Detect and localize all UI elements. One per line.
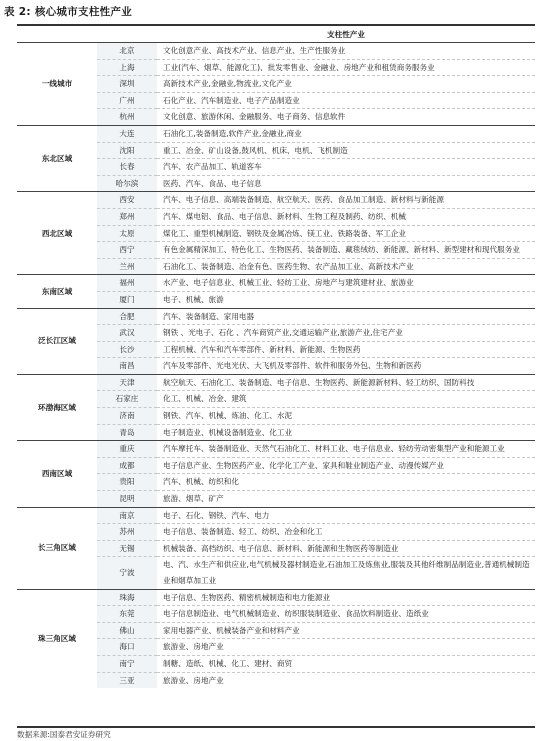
industry-cell: 旅游业、房地产业 — [157, 639, 535, 656]
city-cell: 东莞 — [97, 606, 157, 623]
city-cell: 天津 — [97, 374, 157, 391]
city-cell: 合肥 — [97, 308, 157, 325]
city-cell: 广州 — [97, 92, 157, 109]
city-cell: 南京 — [97, 507, 157, 524]
industry-cell: 石化产业、汽车制造业、电子产品制造业 — [157, 92, 535, 109]
industry-cell: 钢铁、汽车、机械、炼油、化工、水泥 — [157, 408, 535, 425]
table-row — [17, 125, 535, 142]
industry-cell: 航空航天、石油化工、装备制造、电子信息、生物医药、新能源新材料、轻工纺织、国防科技 — [157, 374, 535, 391]
header-region — [17, 27, 97, 43]
table-body — [17, 43, 535, 689]
region-cell: 珠三角区域 — [17, 589, 97, 688]
city-cell: 福州 — [97, 275, 157, 292]
industry-cell: 文化创意产业、高技术产业、信息产业、生产性服务业 — [163, 46, 346, 55]
city-cell: 宁波 — [97, 557, 157, 589]
region-cell: 长三角区域 — [17, 507, 97, 589]
city-cell: 苏州 — [97, 524, 157, 541]
city-cell: 大连 — [97, 125, 157, 142]
region-cell: 东北区域 — [17, 125, 97, 191]
city-cell: 南宁 — [97, 655, 157, 672]
industry-cell: 电、汽、水生产和供应业,电气机械及器材制造业,石油加工及炼焦业,服装及其他纤维制品制造业,普通机械制造业和烟草加工业 — [157, 557, 535, 589]
header-industry: 支柱性产业 — [157, 27, 535, 43]
city-cell: 深圳 — [97, 76, 157, 93]
city-cell: 郑州 — [97, 208, 157, 225]
city-cell: 长沙 — [97, 341, 157, 358]
city-cell: 太原 — [97, 225, 157, 242]
industry-cell: 旅游、烟草、矿产 — [157, 491, 535, 508]
city-cell: 海口 — [97, 639, 157, 656]
top-rule — [17, 24, 535, 26]
region-cell: 西南区域 — [17, 441, 97, 507]
city-cell: 长春 — [97, 159, 157, 176]
city-cell: 青岛 — [97, 424, 157, 441]
industry-cell: 机械装备、高档纺织、电子信息、新材料、新能源和生物医药等制造业 — [157, 540, 535, 557]
region-cell: 泛长江区域 — [17, 308, 97, 374]
table-row — [17, 43, 535, 60]
industry-cell: 电子信息产业、生物医药产业、化学化工产业、家具和鞋业制造产业、动漫传媒产业 — [157, 457, 535, 474]
industry-cell: 电子信息制造业、电气机械制造业、纺织服装制造业、食品饮料制造业、造纸业 — [157, 606, 535, 623]
city-cell: 济南 — [97, 408, 157, 425]
industry-cell: 化工、机械、冶金、建筑 — [157, 391, 535, 408]
city-cell: 上海 — [97, 59, 157, 76]
industry-cell: 电子、机械、旅游 — [157, 291, 535, 308]
region-cell: 东南区域 — [17, 275, 97, 308]
industry-cell: 汽车摩托车、装备制造业、天然气石油化工、材料工业、电子信息业、轻纺劳动密集型产业和能源工业 — [157, 441, 535, 458]
table-row — [17, 507, 535, 524]
industry-cell: 电子信息、装备制造、轻工、纺织、冶金和化工 — [157, 524, 535, 541]
region-cell: 环渤海区域 — [17, 374, 97, 440]
industry-cell: 家用电器产业、机械装备产业和材料产业 — [157, 622, 535, 639]
city-cell: 沈阳 — [97, 142, 157, 159]
industry-cell: 钢铁 、光电子、石化 、汽车商贸产业,交通运输产业,旅游产业,住宅产业 — [157, 325, 535, 342]
industry-cell: 水产业、电子信息业、机械工业、轻纺工业、房地产与建筑建材业、旅游业 — [157, 275, 535, 292]
table-row — [17, 308, 535, 325]
table-row — [17, 589, 535, 606]
industry-cell: 电子、石化、钢铁、汽车、电力 — [157, 507, 535, 524]
industry-cell: 有色金属精深加工、特色化工、生物医药、装备制造、藏毯绒纺、新能源、新材料、新型建材和现代服务业 — [157, 242, 535, 259]
industry-cell: 制糖、造纸、机械、化工、建材、商贸 — [157, 655, 535, 672]
table-row — [17, 192, 535, 209]
table-header-row — [17, 27, 535, 43]
header-city — [97, 27, 157, 43]
industry-cell: 石油化工,装备制造,软件产业,金融业,商业 — [157, 125, 535, 142]
city-cell: 三亚 — [97, 672, 157, 688]
city-cell: 厦门 — [97, 291, 157, 308]
industry-cell: 旅游业、房地产业 — [157, 672, 535, 688]
city-cell: 南昌 — [97, 358, 157, 375]
table-row — [17, 374, 535, 391]
industry-cell: 重工、冶金、矿山设备,鼓风机、机床、电机、飞机制造 — [157, 142, 535, 159]
industry-cell: 汽车、煤电铝、食品、电子信息、新材料、生物工程及制药、纺织、机械 — [157, 208, 535, 225]
region-cell: 一线城市 — [41, 79, 73, 89]
city-cell: 重庆 — [97, 441, 157, 458]
city-cell: 西安 — [97, 192, 157, 209]
industry-cell: 煤化工、重型机械制造、钢铁及金属冶炼、镁工业、铁路装备、军工企业 — [157, 225, 535, 242]
industry-cell: 汽车、农产品加工、轨道客车 — [157, 159, 535, 176]
industry-cell: 电子制造业、机械设备制造业、化工业 — [157, 424, 535, 441]
industry-table — [17, 27, 535, 688]
city-cell: 西宁 — [97, 242, 157, 259]
industry-cell: 医药、汽车、食品、电子信息 — [157, 175, 535, 192]
industry-cell: 文化创意、旅游休闲、金融服务、电子商务、信息软件 — [157, 109, 535, 126]
industry-cell: 石油化工、装备制造、冶金有色、医药生物、农产品加工业、高新技术产业 — [157, 258, 535, 275]
industry-cell: 汽车、电子信息、高端装备制造、航空航天、医药、食品加工制造、新材料与新能源 — [157, 192, 535, 209]
city-cell: 无锡 — [97, 540, 157, 557]
city-cell: 贵阳 — [97, 474, 157, 491]
bottom-rule — [17, 726, 535, 728]
city-cell: 珠海 — [97, 589, 157, 606]
city-cell: 石家庄 — [97, 391, 157, 408]
industry-cell: 汽车及零部件、光电光伏、大飞机及零部件、软件和服务外包、生物和新医药 — [157, 358, 535, 375]
table-row — [17, 441, 535, 458]
industry-cell: 电子信息、生物医药、精密机械制造和电力能源业 — [157, 589, 535, 606]
industry-cell: 汽车、装备制造、家用电器 — [157, 308, 535, 325]
city-cell: 成都 — [97, 457, 157, 474]
industry-cell: 汽车、机械、纺织和化 — [157, 474, 535, 491]
industry-cell: 高新技术产业,金融业,物流业,文化产业 — [157, 76, 535, 93]
city-cell: 武汉 — [97, 325, 157, 342]
table-caption: 表 2: 核心城市支柱性产业 — [4, 6, 133, 18]
industry-cell: 工业(汽车、烟草、能源化工)、批发零售业、金融业、房地产业和租赁商务服务业 — [157, 59, 535, 76]
city-cell: 昆明 — [97, 491, 157, 508]
table-row — [17, 275, 535, 292]
city-cell: 兰州 — [97, 258, 157, 275]
source-note: 数据来源:国泰君安证券研究 — [17, 730, 111, 739]
city-cell: 北京 — [97, 43, 157, 60]
region-cell: 西北区域 — [17, 192, 97, 275]
city-cell: 佛山 — [97, 622, 157, 639]
industry-cell: 工程机械、汽车和汽车零部件、新材料、新能源、生物医药 — [157, 341, 535, 358]
city-cell: 杭州 — [97, 109, 157, 126]
city-cell: 哈尔滨 — [97, 175, 157, 192]
